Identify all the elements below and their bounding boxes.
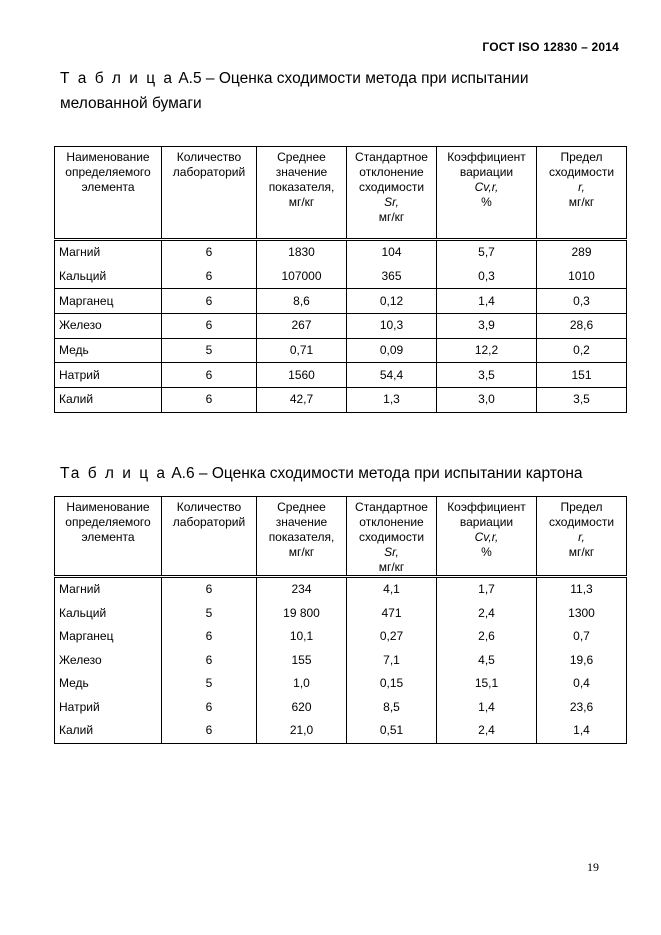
col-header-mean: Среднее значение показателя, мг/кг [257, 497, 347, 577]
col-header-sd: Стандартное отклонение сходимости Sr, мг/кг [347, 147, 437, 240]
table-a6-caption-text: А.6 – Оценка сходимости метода при испытании картона [167, 465, 583, 482]
table-row: Кальций 6 107000 365 0,3 1010 [55, 265, 627, 289]
col-header-sd: Стандартное отклонение сходимости Sr, мг/кг [347, 497, 437, 577]
table-row: Медь 5 0,71 0,09 12,2 0,2 [55, 338, 627, 363]
table-row: Калий 6 42,7 1,3 3,0 3,5 [55, 388, 627, 413]
col-header-element: Наименование определяемого элемента [55, 497, 162, 577]
table-row: Железо 6 155 7,1 4,5 19,6 [55, 649, 627, 673]
table-a6 [54, 496, 627, 744]
table-row: Натрий 6 1560 54,4 3,5 151 [55, 363, 627, 388]
table-a6-header-row [55, 497, 627, 577]
table-row: Железо 6 267 10,3 3,9 28,6 [55, 314, 627, 339]
table-row: Магний 6 234 4,1 1,7 11,3 [55, 577, 627, 602]
col-header-element: Наименование определяемого элемента [55, 147, 162, 240]
col-header-mean: Среднее значение показателя, мг/кг [257, 147, 347, 240]
table-a5 [54, 146, 627, 413]
page-number: 19 [587, 860, 599, 874]
table-row: Калий 6 21,0 0,51 2,4 1,4 [55, 719, 627, 743]
table-a5-header-row [55, 147, 627, 240]
table-a5-caption-text: А.5 – Оценка сходимости метода при испытании мелованной бумаги [60, 70, 529, 112]
table-row: Марганец 6 8,6 0,12 1,4 0,3 [55, 289, 627, 314]
standard-designation: ГОСТ ISO 12830 – 2014 [482, 40, 619, 54]
col-header-cv: Коэффициент вариации Cv,r, % [437, 497, 537, 577]
col-header-limit: Предел сходимости r, мг/кг [537, 147, 627, 240]
col-header-labs: Количество лабораторий [162, 497, 257, 577]
table-row: Натрий 6 620 8,5 1,4 23,6 [55, 696, 627, 720]
table-a5-caption [60, 66, 620, 116]
table-row: Кальций 5 19 800 471 2,4 1300 [55, 602, 627, 626]
table-row: Медь 5 1,0 0,15 15,1 0,4 [55, 672, 627, 696]
table-a6-caption-prefix: Та б л и ц а [60, 465, 168, 482]
table-row: Магний 6 1830 104 5,7 289 [55, 240, 627, 265]
col-header-labs: Количество лабораторий [162, 147, 257, 240]
table-a6-caption [60, 461, 620, 486]
table-a5-caption-prefix: Т а б л и ц а [60, 70, 175, 87]
col-header-cv: Коэффициент вариации Cv,r, % [437, 147, 537, 240]
col-header-limit: Предел сходимости r, мг/кг [537, 497, 627, 577]
table-row: Марганец 6 10,1 0,27 2,6 0,7 [55, 625, 627, 649]
